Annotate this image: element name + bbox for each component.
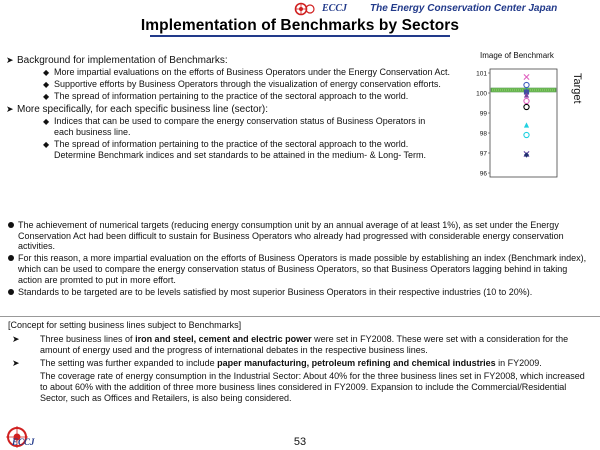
bullet-dot-icon [8, 222, 14, 228]
title-underline [150, 35, 450, 37]
list-item: ◆ Supportive efforts by Business Operators through the visualization of energy conservation efforts. [43, 79, 441, 89]
data-point [524, 122, 529, 127]
data-point [524, 132, 529, 137]
section-divider [0, 316, 600, 317]
list-item: ➤ The setting was further expanded to include paper manufacturing, petroleum refining and chemical industries in FY2009. [12, 358, 542, 368]
logo-text: ECCJ [322, 3, 348, 14]
bullet-dot-icon [8, 289, 14, 295]
achievement-bullets [6, 220, 591, 299]
y-tick-label: 100 [476, 90, 487, 98]
list-item: ◆ The spread of information pertaining to the practice of the sectoral approach to the world. Determine Benchmark indices and set standards to be attained in the medium- & Long- Term. [43, 139, 427, 160]
data-point [524, 98, 529, 103]
benchmark-chart-svg [478, 48, 598, 198]
diamond-bullet-icon: ◆ [43, 140, 50, 149]
y-tick-label: 96 [479, 170, 487, 178]
list-item: ◆ More impartial evaluations on the efforts of Business Operators under the Energy Conservation Act. [43, 67, 451, 77]
data-point [524, 152, 529, 157]
y-tick-label: 101 [476, 70, 487, 78]
background-section [6, 55, 476, 162]
diamond-bullet-icon: ◆ [43, 68, 50, 77]
concept-section [8, 320, 593, 404]
data-point [524, 82, 529, 87]
diamond-bullet-icon: ◆ [43, 80, 50, 89]
chart-title: Image of Benchmark [480, 51, 554, 60]
target-label: Target [571, 73, 583, 104]
data-point [524, 104, 529, 109]
diamond-bullet-icon: ◆ [43, 117, 50, 126]
bullet-dot-icon [8, 255, 14, 261]
y-tick-label: 99 [479, 110, 487, 118]
diamond-bullet-icon: ◆ [43, 92, 50, 101]
list-item: ◆ The spread of information pertaining to the practice of the sectoral approach to the world. [43, 91, 409, 101]
coverage-paragraph: The coverage rate of energy consumption in the Industrial Sector: About 40% for the three business lines set in FY2008, which increased to about 60% with the addition of three more business lines considered in FY2009. Expansion to include the Commercial/Residential Sector, such as Offices and Retailers, is also being considered. [40, 371, 585, 403]
concept-title: [Concept for setting business lines subject to Benchmarks] [8, 320, 242, 330]
data-point [524, 74, 529, 79]
footer-logo-text: ECCJ [12, 437, 35, 447]
arrow-bullet-icon: ➤ [12, 358, 20, 368]
specific-heading: ➤ More specifically, for each specific business line (sector): [6, 104, 269, 115]
list-item: ➤ Three business lines of iron and steel, cement and electric power were set in FY2008. These were set with a consideration for the amount of energy used and the progress of international debates in the respective business lines. [12, 334, 569, 355]
arrow-bullet-icon: ➤ [6, 55, 14, 65]
slide-header [0, 0, 600, 46]
y-tick-label: 98 [479, 130, 487, 138]
background-heading: ➤ Background for implementation of Benchmarks: [6, 55, 228, 66]
list-item: ◆ Indices that can be used to compare the energy conservation status of Business Operators in each business line. [43, 116, 426, 137]
arrow-bullet-icon: ➤ [6, 104, 14, 114]
page-title: Implementation of Benchmarks by Sectors [140, 17, 460, 34]
organization-name: The Energy Conservation Center Japan [370, 3, 558, 14]
eccj-logo-icon [294, 2, 316, 16]
arrow-bullet-icon: ➤ [12, 334, 20, 344]
list-item: The achievement of numerical targets (reducing energy consumption unit by an annual average of at least 1%), as set under the Energy Conservation Act had been difficult to sustain for Business Operators who already had progressed with considerable energy conservation activities. [6, 220, 591, 252]
benchmark-chart [478, 48, 598, 198]
list-item: Standards to be targeted are to be levels satisfied by most superior Business Operators in their respective industries (10 to 20%). [6, 287, 591, 298]
y-tick-label: 97 [479, 150, 487, 158]
list-item: For this reason, a more impartial evaluation on the efforts of Business Operators is made possible by establishing an index (Benchmark index), which can be used to compare the energy conservation status of Business Operators, so that Business Operators lagging behind in taking action are promted to put in more effort. [6, 253, 591, 285]
page-number: 53 [293, 436, 307, 448]
